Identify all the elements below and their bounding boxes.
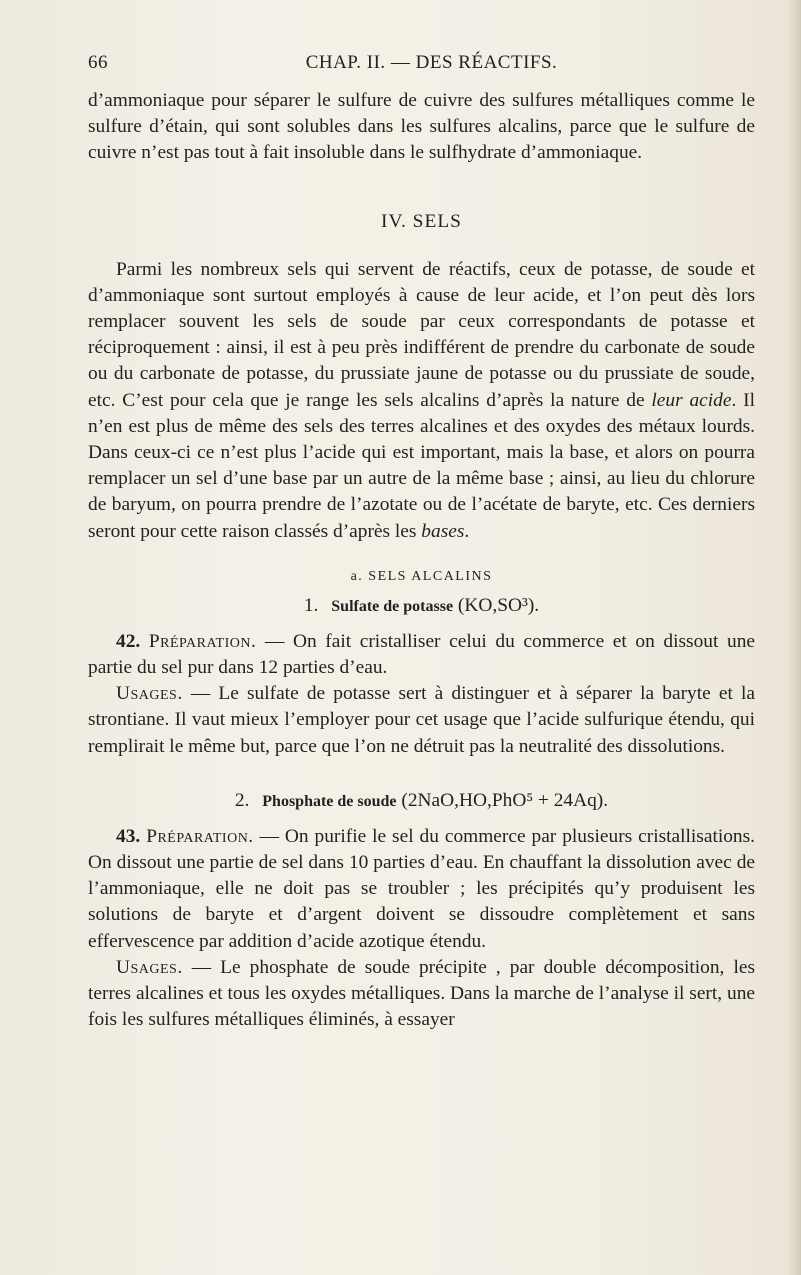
item-formula: (2NaO,HO,PhO⁵ + 24Aq).	[401, 789, 609, 811]
page-number: 66	[88, 52, 108, 73]
paragraph-label: Usages.	[116, 683, 183, 705]
item-paragraph	[88, 629, 755, 681]
paragraph-number: 43.	[116, 825, 141, 847]
running-title: CHAP. II. — DES RÉACTIFS.	[305, 52, 558, 73]
paragraph-text: — Le phosphate de soude précipite , par double décomposition, les terres alcalines et tous les oxydes métalliques. Dans la marche de l’analyse il sert, une fois les sulfures métalliques éliminés, à essayer	[88, 956, 755, 1031]
section-paragraph	[88, 257, 755, 545]
section-paragraph-end: .	[464, 520, 470, 542]
section-paragraph-part1: Parmi les nombreux sels qui servent de réactifs, ceux de potasse, de soude et d’ammoniaque sont surtout employés à cause de leur acide, et l’on peut dès lors remplacer souvent les sels de soude par ceux correspondants de potasse et réciproquement : ainsi, il est à peu près indifférent de prendre du carbonate de soude ou du carbonate de potasse, du prussiate jaune de potasse ou du prussiate de soude, etc. C’est pour cela que je range les sels alcalins d’après la nature de	[88, 258, 755, 411]
item-paragraph	[88, 681, 755, 760]
paragraph-label: Préparation.	[146, 825, 254, 847]
item-paragraph	[88, 955, 755, 1034]
running-head	[88, 52, 755, 80]
item-paragraph	[88, 824, 755, 955]
item-formula: (KO,SO³).	[457, 594, 540, 616]
paragraph-text: — Le sulfate de potasse sert à distinguer et à séparer la baryte et la strontiane. Il vaut mieux l’employer pour cet usage que l’acide sulfurique étendu, qui remplirait le même but, parce que l’on ne détruit pas la neutralité des dissolutions.	[88, 683, 755, 757]
item-number: 2.	[234, 789, 250, 811]
paragraph-text: — On purifie le sel du commerce par plusieurs cristallisations. On dissout une partie de sel dans 10 parties d’eau. En chauffant la dissolution avec de l’ammoniaque, elle ne doit pas se troubler ; les précipités qu’y produisent les solutions de baryte et d’argent doivent se dissoudre complètement et sans effervescence par addition d’acide azotique étendu.	[88, 825, 755, 952]
item-number: 1.	[303, 594, 319, 616]
item-name: Phosphate de soude	[262, 792, 397, 810]
section-paragraph-italic1: leur acide	[651, 389, 732, 411]
item-heading	[88, 790, 755, 812]
section-title: IV. SELS	[381, 210, 462, 232]
paragraph-label: Préparation.	[148, 630, 257, 652]
paragraph-number: 42.	[116, 630, 141, 652]
section-paragraph-italic2: bases	[421, 520, 465, 542]
intro-paragraph: d’ammoniaque pour séparer le sulfure de cuivre des sulfures métalliques comme le sulfure d’étain, qui sont solubles dans les sulfures alcalins, parce que le sulfure de cuivre n’est pas tout à fait insoluble dans le sulfhydrate d’ammoniaque.	[88, 90, 755, 164]
section-paragraph-part2: . Il n’en est plus de même des sels des terres alcalines et des oxydes des métaux lourds. Dans ceux-ci ce n’est plus l’acide qui est important, mais la base, et alors on pourra remplacer un sel d’une base par un autre de la même base ; ainsi, au lieu du chlorure de baryum, on pourra prendre de l’azotate ou de l’acétate de baryte, etc. Ces derniers seront pour cette raison classés d’après les	[88, 389, 755, 542]
paragraph-label: Usages.	[116, 956, 183, 978]
page-edge-shadow	[787, 0, 801, 1275]
item-name: Sulfate de potasse	[331, 597, 454, 615]
item-heading	[88, 595, 755, 617]
paragraph-text: — On fait cristalliser celui du commerce et on dissout une partie du sel pur dans 12 parties d’eau.	[88, 630, 755, 679]
subsection-title: a. SELS ALCALINS	[350, 568, 493, 584]
